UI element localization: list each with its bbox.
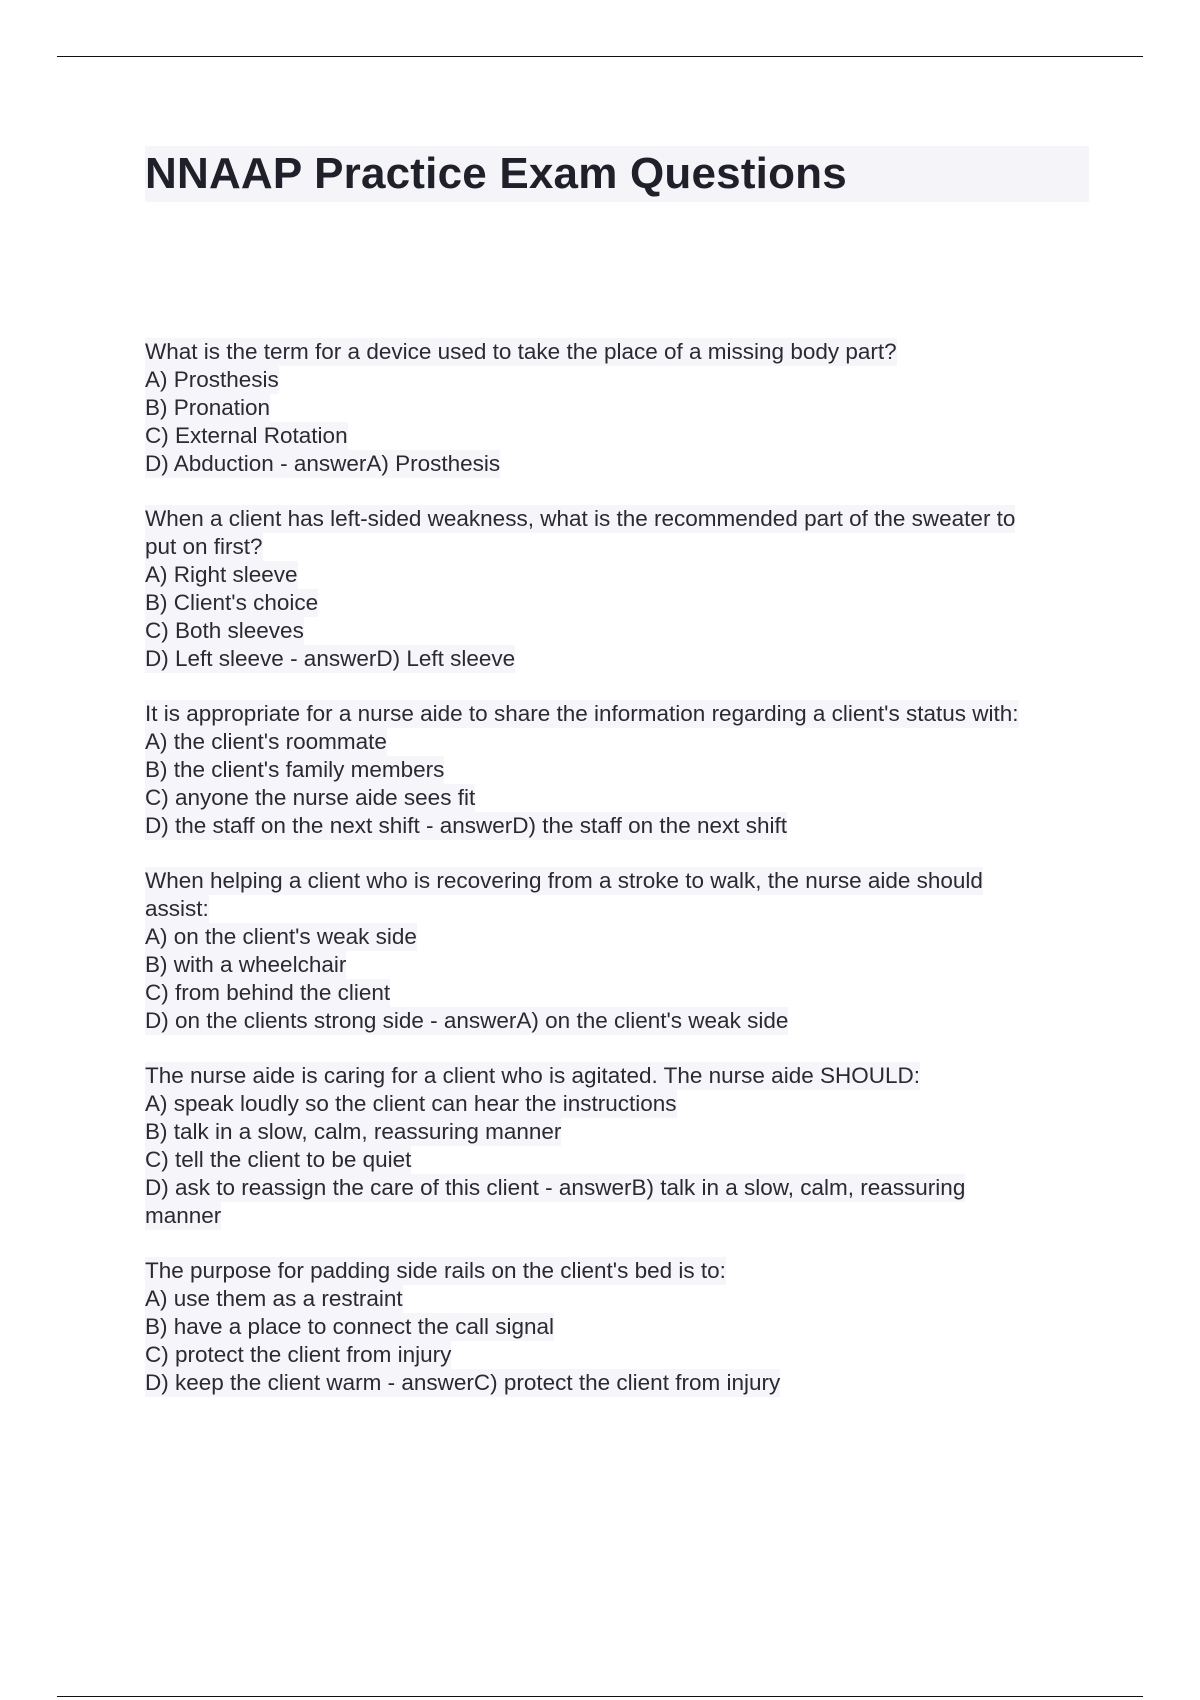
question-text: put on first? [145,534,263,559]
answer-option: C) Both sleeves [145,618,304,643]
answer-option-with-key: D) ask to reassign the care of this client - answerB) talk in a slow, calm, reassuring [145,1175,966,1200]
question-text: The nurse aide is caring for a client who is agitated. The nurse aide SHOULD: [145,1063,920,1088]
answer-option: A) on the client's weak side [145,924,417,949]
bottom-divider [57,1696,1143,1697]
question-block [145,1257,1095,1397]
answer-option-with-key: D) Left sleeve - answerD) Left sleeve [145,646,516,671]
answer-option: C) from behind the client [145,980,391,1005]
answer-option: B) Pronation [145,395,271,420]
answer-option-with-key: D) the staff on the next shift - answerD) the staff on the next shift [145,813,787,838]
question-text: What is the term for a device used to take the place of a missing body part? [145,339,897,364]
answer-option-with-key: manner [145,1203,222,1228]
question-block [145,338,1095,478]
answer-option: C) anyone the nurse aide sees fit [145,785,476,810]
answer-option: A) Right sleeve [145,562,298,587]
answer-option: B) with a wheelchair [145,952,347,977]
top-divider [57,56,1143,57]
answer-option: A) use them as a restraint [145,1286,403,1311]
answer-option: C) tell the client to be quiet [145,1147,412,1172]
answer-option: C) External Rotation [145,423,348,448]
title-block [145,146,1089,202]
answer-option: B) the client's family members [145,757,445,782]
question-text: The purpose for padding side rails on the client's bed is to: [145,1258,726,1283]
question-block [145,867,1095,1035]
question-block [145,1062,1095,1230]
answer-option: C) protect the client from injury [145,1342,452,1367]
answer-option: B) have a place to connect the call signal [145,1314,554,1339]
answer-option: B) talk in a slow, calm, reassuring manner [145,1119,562,1144]
document-title: NNAAP Practice Exam Questions [145,149,847,198]
answer-option: A) speak loudly so the client can hear the instructions [145,1091,677,1116]
question-block [145,700,1095,840]
answer-option-with-key: D) Abduction - answerA) Prosthesis [145,451,501,476]
answer-option-with-key: D) keep the client warm - answerC) protect the client from injury [145,1370,781,1395]
question-text: When a client has left-sided weakness, what is the recommended part of the sweater to [145,506,1016,531]
question-list [145,338,1095,1424]
question-text: When helping a client who is recovering from a stroke to walk, the nurse aide should [145,868,983,893]
question-text: assist: [145,896,209,921]
question-text: It is appropriate for a nurse aide to share the information regarding a client's status with: [145,701,1019,726]
answer-option: B) Client's choice [145,590,319,615]
answer-option: A) Prosthesis [145,367,279,392]
answer-option-with-key: D) on the clients strong side - answerA) on the client's weak side [145,1008,789,1033]
answer-option: A) the client's roommate [145,729,387,754]
question-block [145,505,1095,673]
